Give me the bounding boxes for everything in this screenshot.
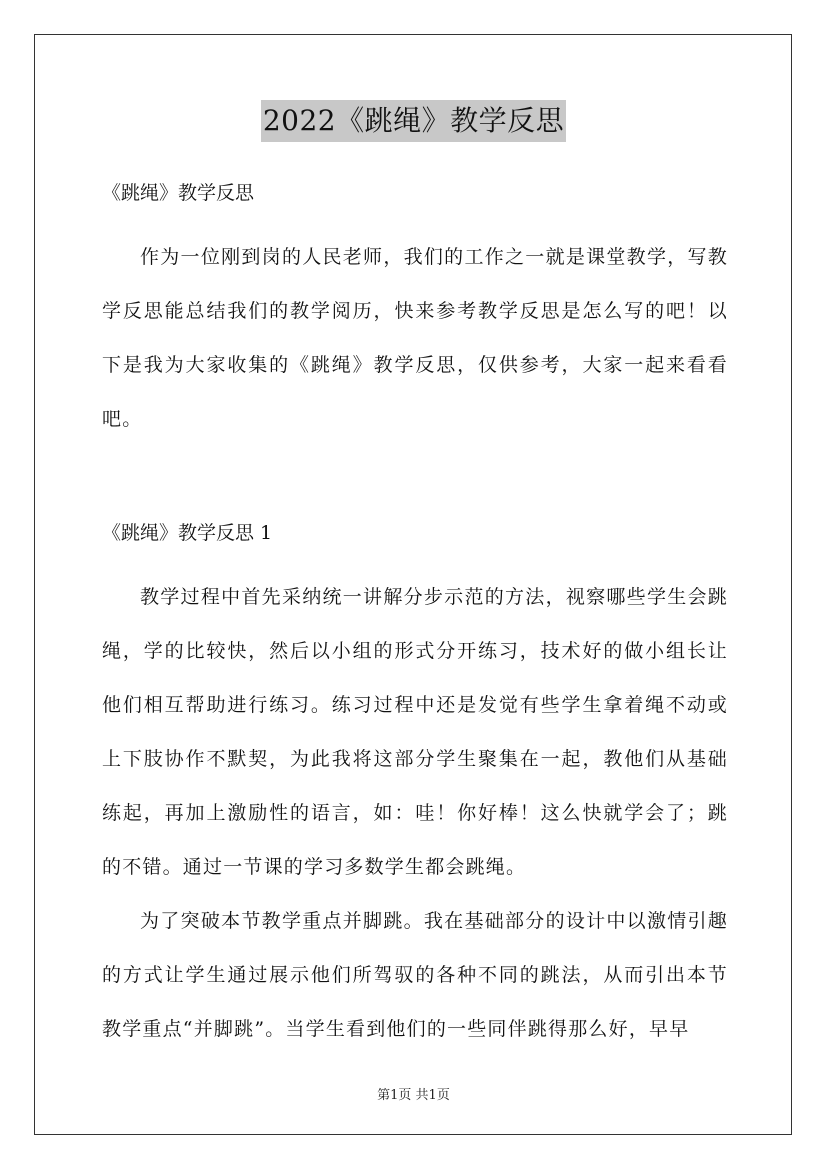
section-paragraph-2: 为了突破本节教学重点并脚跳。我在基础部分的设计中以激情引趣的方式让学生通过展示他们所驾驭的各种不同的跳法，从而引出本节教学重点“并脚跳”。当学生看到他们的一些同伴跳得那么好，早早 [102,910,728,1040]
section-paragraph-1: 教学过程中首先采纳统一讲解分步示范的方法，视察哪些学生会跳绳，学的比较快，然后以小组的形式分开练习，技术好的做小组长让他们相互帮助进行练习。练习过程中还是发觉有些学生拿着绳不动或上下肢协作不默契，为此我将这部分学生聚集在一起，教他们从基础练起，再加上激励性的语言，如：哇！你好棒！这么快就学会了；跳的不错。通过一节课的学习多数学生都会跳绳。 [102,586,728,878]
section-heading: 《跳绳》教学反思 1 [102,522,273,544]
document-title: 2022《跳绳》教学反思 [261,100,566,142]
intro-paragraph: 作为一位刚到岗的人民老师，我们的工作之一就是课堂教学，写教学反思能总结我们的教学阅历，快来参考教学反思是怎么写的吧！以下是我为大家收集的《跳绳》教学反思，仅供参考，大家一起来看看吧。 [102,246,728,430]
page-footer: 第1页 共1页 [377,1088,450,1103]
document-body [102,176,728,1056]
intro-heading: 《跳绳》教学反思 [102,182,255,204]
title-area [0,100,827,142]
